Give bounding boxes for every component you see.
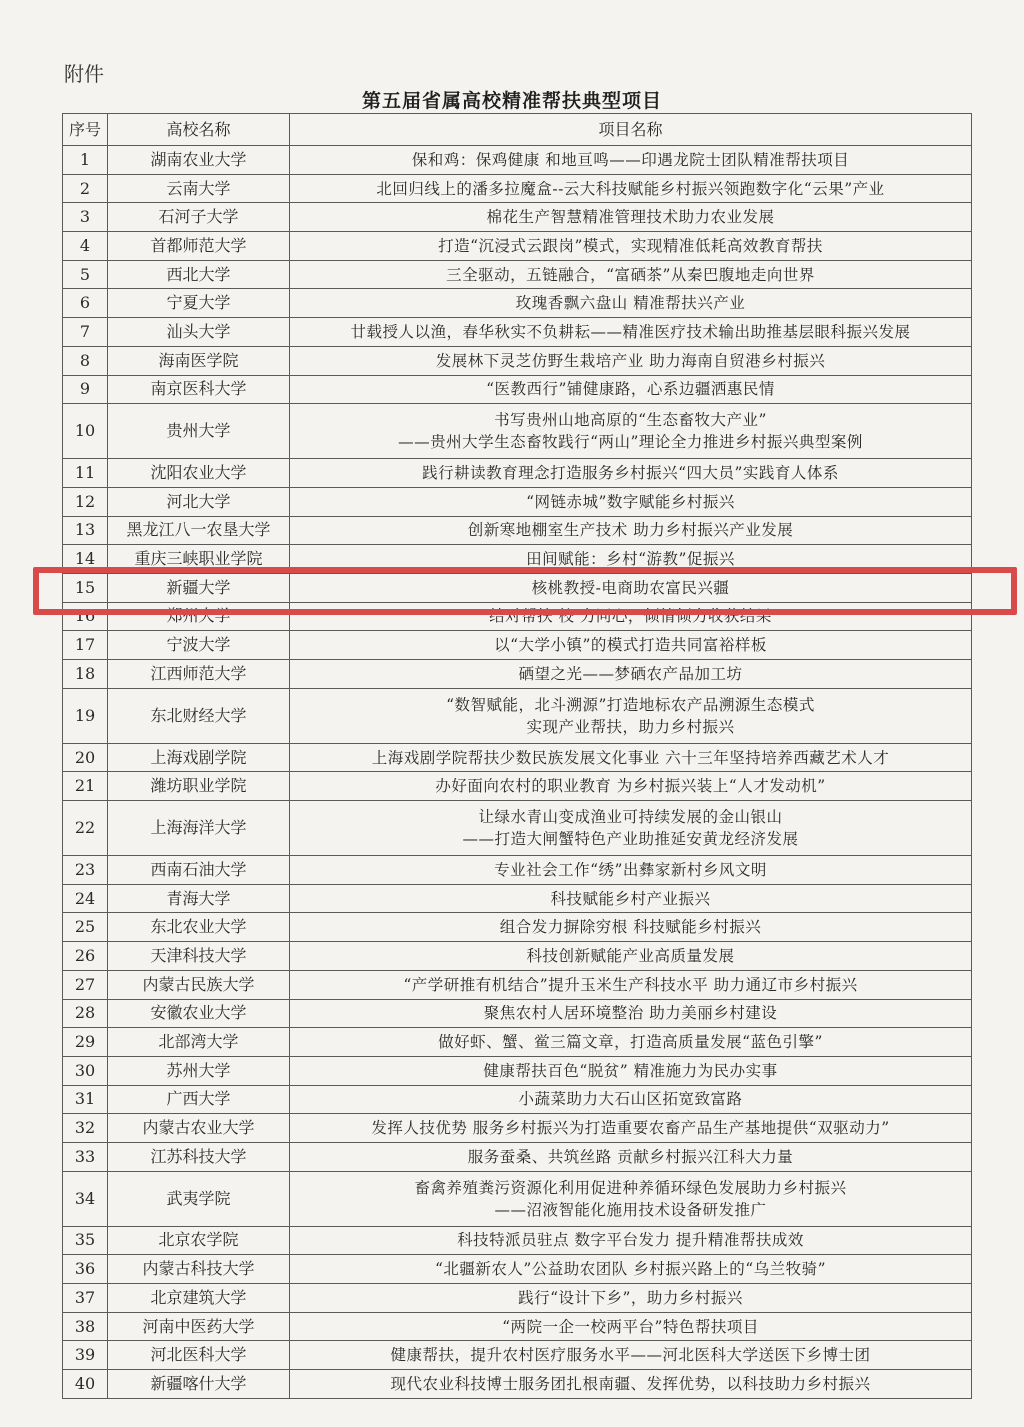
row-university: 海南医学院	[108, 346, 290, 375]
table-row	[63, 289, 972, 318]
row-index: 5	[63, 260, 108, 289]
row-project: 办好面向农村的职业教育 为乡村振兴装上“人才发动机”	[290, 772, 972, 801]
row-project: 发展林下灵芝仿野生栽培产业 助力海南自贸港乡村振兴	[290, 346, 972, 375]
row-university: 石河子大学	[108, 203, 290, 232]
row-index: 11	[63, 459, 108, 488]
row-university: 首都师范大学	[108, 232, 290, 261]
row-index: 4	[63, 232, 108, 261]
table-row	[63, 1284, 972, 1313]
table-row	[63, 660, 972, 689]
row-project: 玫瑰香飘六盘山 精准帮扶兴产业	[290, 289, 972, 318]
row-index: 13	[63, 516, 108, 545]
row-university: 新疆大学	[108, 573, 290, 602]
table-row	[63, 913, 972, 942]
row-index: 16	[63, 602, 108, 631]
header-project: 项目名称	[290, 114, 972, 146]
row-project: 发挥人技优势 服务乡村振兴为打造重要农畜产品生产基地提供“双驱动力”	[290, 1114, 972, 1143]
row-university: 河北医科大学	[108, 1341, 290, 1370]
row-university: 新疆喀什大学	[108, 1370, 290, 1399]
row-university: 内蒙古民族大学	[108, 970, 290, 999]
row-university: 东北农业大学	[108, 913, 290, 942]
row-university: 郑州大学	[108, 602, 290, 631]
row-index: 24	[63, 884, 108, 913]
row-university: 宁夏大学	[108, 289, 290, 318]
row-project: 北回归线上的潘多拉魔盒--云大科技赋能乡村振兴领跑数字化“云果”产业	[290, 174, 972, 203]
row-index: 21	[63, 772, 108, 801]
row-project: “网链赤城”数字赋能乡村振兴	[290, 487, 972, 516]
table-row	[63, 688, 972, 743]
row-index: 33	[63, 1142, 108, 1171]
table-row	[63, 942, 972, 971]
row-university: 苏州大学	[108, 1056, 290, 1085]
row-project: 小蔬菜助力大石山区拓宽致富路	[290, 1085, 972, 1114]
table-row	[63, 1085, 972, 1114]
row-index: 12	[63, 487, 108, 516]
row-university: 西北大学	[108, 260, 290, 289]
row-project: 健康帮扶，提升农村医疗服务水平——河北医科大学送医下乡博士团	[290, 1341, 972, 1370]
table-row	[63, 1341, 972, 1370]
table-row	[63, 459, 972, 488]
row-university: 重庆三峡职业学院	[108, 545, 290, 574]
row-project: 创新寒地棚室生产技术 助力乡村振兴产业发展	[290, 516, 972, 545]
table-row	[63, 884, 972, 913]
table-row	[63, 260, 972, 289]
row-project: 现代农业科技博士服务团扎根南疆、发挥优势，以科技助力乡村振兴	[290, 1370, 972, 1399]
table-row	[63, 346, 972, 375]
row-project: 服务蚕桑、共筑丝路 贡献乡村振兴江科大力量	[290, 1142, 972, 1171]
row-index: 6	[63, 289, 108, 318]
row-university: 广西大学	[108, 1085, 290, 1114]
row-project: 廿载授人以渔，春华秋实不负耕耘——精准医疗技术输出助推基层眼科振兴发展	[290, 318, 972, 347]
row-project: 科技特派员驻点 数字平台发力 提升精准帮扶成效	[290, 1226, 972, 1255]
row-university: 湖南农业大学	[108, 146, 290, 175]
table-row	[63, 743, 972, 772]
attachment-label: 附件	[64, 62, 104, 86]
row-project: 践行耕读教育理念打造服务乡村振兴“四大员”实践育人体系	[290, 459, 972, 488]
row-university: 天津科技大学	[108, 942, 290, 971]
row-university: 东北财经大学	[108, 688, 290, 743]
row-university: 河南中医药大学	[108, 1312, 290, 1341]
row-index: 39	[63, 1341, 108, 1370]
row-index: 40	[63, 1370, 108, 1399]
row-index: 37	[63, 1284, 108, 1313]
row-index: 28	[63, 999, 108, 1028]
table-row	[63, 970, 972, 999]
row-project: 硒望之光——梦硒农产品加工坊	[290, 660, 972, 689]
row-project: “两院一企一校两平台”特色帮扶项目	[290, 1312, 972, 1341]
table-row	[63, 232, 972, 261]
row-project: 打造“沉浸式云跟岗”模式，实现精准低耗高效教育帮扶	[290, 232, 972, 261]
row-index: 10	[63, 404, 108, 459]
row-university: 河北大学	[108, 487, 290, 516]
row-index: 7	[63, 318, 108, 347]
row-index: 31	[63, 1085, 108, 1114]
row-index: 8	[63, 346, 108, 375]
row-index: 27	[63, 970, 108, 999]
table-row	[63, 631, 972, 660]
row-index: 25	[63, 913, 108, 942]
table-row	[63, 1312, 972, 1341]
row-university: 安徽农业大学	[108, 999, 290, 1028]
row-university: 江苏科技大学	[108, 1142, 290, 1171]
table-row	[63, 146, 972, 175]
row-project: “数智赋能，北斗溯源”打造地标农产品溯源生态模式 实现产业帮扶，助力乡村振兴	[290, 688, 972, 743]
row-university: 武夷学院	[108, 1171, 290, 1226]
row-index: 17	[63, 631, 108, 660]
row-index: 26	[63, 942, 108, 971]
table-row	[63, 772, 972, 801]
row-project: 专业社会工作“绣”出彝家新村乡风文明	[290, 856, 972, 885]
table-row	[63, 999, 972, 1028]
table-row	[63, 1370, 972, 1399]
row-university: 黑龙江八一农垦大学	[108, 516, 290, 545]
row-university: 北部湾大学	[108, 1028, 290, 1057]
row-project: 做好虾、蟹、鲎三篇文章，打造高质量发展“蓝色引擎”	[290, 1028, 972, 1057]
row-project: 保和鸡：保鸡健康 和地亘鸣——印遇龙院士团队精准帮扶项目	[290, 146, 972, 175]
row-university: 贵州大学	[108, 404, 290, 459]
row-index: 15	[63, 573, 108, 602]
table-row	[63, 1028, 972, 1057]
row-project: 科技赋能乡村产业振兴	[290, 884, 972, 913]
table-row	[63, 203, 972, 232]
row-university: 内蒙古农业大学	[108, 1114, 290, 1143]
row-project: 畜禽养殖粪污资源化利用促进种养循环绿色发展助力乡村振兴 ——沼液智能化施用技术设备研发推广	[290, 1171, 972, 1226]
row-university: 沈阳农业大学	[108, 459, 290, 488]
table-row	[63, 1255, 972, 1284]
table-row	[63, 375, 972, 404]
table-row	[63, 318, 972, 347]
row-university: 内蒙古科技大学	[108, 1255, 290, 1284]
row-project: 科技创新赋能产业高质量发展	[290, 942, 972, 971]
document-title: 第五届省属高校精准帮扶典型项目	[361, 90, 662, 112]
row-index: 2	[63, 174, 108, 203]
row-project: “产学研推有机结合”提升玉米生产科技水平 助力通辽市乡村振兴	[290, 970, 972, 999]
row-index: 32	[63, 1114, 108, 1143]
row-project: 健康帮扶百色“脱贫” 精准施力为民办实事	[290, 1056, 972, 1085]
row-university: 南京医科大学	[108, 375, 290, 404]
row-project: 让绿水青山变成渔业可持续发展的金山银山 ——打造大闸蟹特色产业助推延安黄龙经济发展	[290, 801, 972, 856]
row-project: 田间赋能：乡村“游教”促振兴	[290, 545, 972, 574]
highlight-box	[33, 567, 1017, 615]
row-index: 30	[63, 1056, 108, 1085]
row-university: 潍坊职业学院	[108, 772, 290, 801]
row-university: 青海大学	[108, 884, 290, 913]
row-project: 棉花生产智慧精准管理技术助力农业发展	[290, 203, 972, 232]
table-row	[63, 1171, 972, 1226]
row-index: 19	[63, 688, 108, 743]
row-project: 以“大学小镇”的模式打造共同富裕样板	[290, 631, 972, 660]
row-project: “医教西行”铺健康路，心系边疆洒惠民情	[290, 375, 972, 404]
row-index: 1	[63, 146, 108, 175]
row-project: 上海戏剧学院帮扶少数民族发展文化事业 六十三年坚持培养西藏艺术人才	[290, 743, 972, 772]
row-project: “北疆新农人”公益助农团队 乡村振兴路上的“乌兰牧骑”	[290, 1255, 972, 1284]
row-university: 宁波大学	[108, 631, 290, 660]
row-university: 上海戏剧学院	[108, 743, 290, 772]
row-index: 35	[63, 1226, 108, 1255]
row-index: 34	[63, 1171, 108, 1226]
row-university: 汕头大学	[108, 318, 290, 347]
row-project: 践行“设计下乡”，助力乡村振兴	[290, 1284, 972, 1313]
row-university: 北京农学院	[108, 1226, 290, 1255]
table-row	[63, 1142, 972, 1171]
row-project: 组合发力摒除穷根 科技赋能乡村振兴	[290, 913, 972, 942]
row-university: 云南大学	[108, 174, 290, 203]
row-index: 20	[63, 743, 108, 772]
table-row	[63, 404, 972, 459]
row-index: 36	[63, 1255, 108, 1284]
row-index: 18	[63, 660, 108, 689]
row-index: 22	[63, 801, 108, 856]
row-project: 三全驱动，五链融合，“富硒茶”从秦巴腹地走向世界	[290, 260, 972, 289]
table-row	[63, 174, 972, 203]
row-index: 23	[63, 856, 108, 885]
row-index: 14	[63, 545, 108, 574]
table-row	[63, 856, 972, 885]
row-university: 西南石油大学	[108, 856, 290, 885]
table-row	[63, 801, 972, 856]
project-table	[62, 113, 972, 1399]
row-project: 核桃教授-电商助农富民兴疆	[290, 573, 972, 602]
row-project: 书写贵州山地高原的“生态畜牧大产业” ——贵州大学生态畜牧践行“两山”理论全力推进乡村振兴典型案例	[290, 404, 972, 459]
row-university: 上海海洋大学	[108, 801, 290, 856]
table-row	[63, 516, 972, 545]
row-index: 38	[63, 1312, 108, 1341]
table-row	[63, 1114, 972, 1143]
header-index: 序号	[63, 114, 108, 146]
row-project: 聚焦农村人居环境整治 助力美丽乡村建设	[290, 999, 972, 1028]
table-header-row	[63, 114, 972, 146]
row-index: 29	[63, 1028, 108, 1057]
row-university: 北京建筑大学	[108, 1284, 290, 1313]
row-index: 9	[63, 375, 108, 404]
header-university: 高校名称	[108, 114, 290, 146]
row-university: 江西师范大学	[108, 660, 290, 689]
table-row	[63, 487, 972, 516]
row-index: 3	[63, 203, 108, 232]
table-row	[63, 1226, 972, 1255]
row-project: 结对帮扶 校 力同心，倾情倾力收获结果	[290, 602, 972, 631]
table-row	[63, 1056, 972, 1085]
